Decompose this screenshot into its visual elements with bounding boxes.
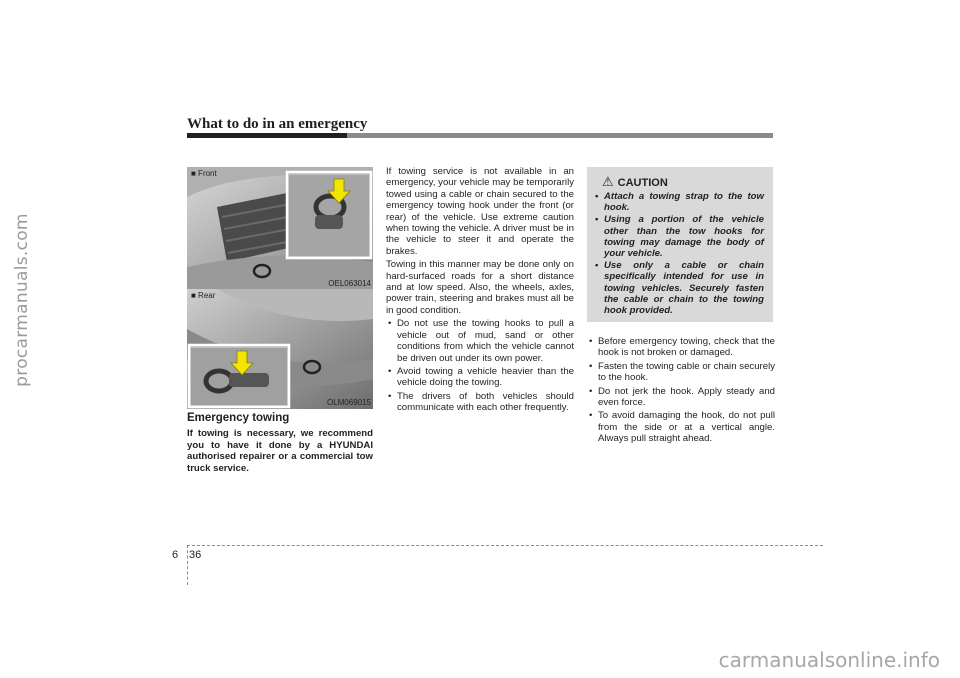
rear-hook-photo (187, 289, 373, 409)
towing-instructions (386, 166, 574, 416)
figure-code-rear: OLM069015 (326, 398, 371, 407)
section-intro: If towing is necessary, we recommend you to have it done by a HYUNDAI authorised repairer or a commercial tow truck service. (187, 428, 373, 474)
list-item: • The drivers of both vehicles should communicate with each other frequently. (386, 391, 574, 414)
list-item: • Attach a towing strap to the tow hook. (594, 191, 764, 213)
list-item: • Before emergency towing, check that the hook is not broken or damaged. (587, 336, 775, 359)
page-number: 36 (189, 549, 202, 561)
watermark-side: procarmanuals.com (12, 213, 32, 387)
list-item: • Do not jerk the hook. Apply steady and even force. (587, 386, 775, 409)
hook-checks (587, 336, 775, 447)
caution-title (602, 174, 668, 190)
list-item: • Avoid towing a vehicle heavier than the vehicle doing the towing. (386, 366, 574, 389)
list-item: • Fasten the towing cable or chain securely to the hook. (587, 361, 775, 384)
list-item: • To avoid damaging the hook, do not pull from the side or at a vertical angle. Always pull straight ahead. (587, 410, 775, 444)
figure-label-front: ■ Front (191, 169, 217, 178)
footer-divider (187, 545, 188, 585)
caution-box (587, 167, 773, 322)
section-heading: Emergency towing (187, 412, 290, 424)
warning-triangle-icon: ⚠ (602, 174, 614, 189)
caution-title-text: CAUTION (617, 177, 668, 189)
paragraph-2: Towing in this manner may be done only on hard-surfaced roads for a short distance and at low speed. Also, the wheels, axles, power train, steering and brakes must all be in good condition. (386, 259, 574, 316)
emergency-towing-section (187, 412, 373, 474)
paragraph-1: If towing service is not available in an emergency, your vehicle may be temporarily towed using a cable or chain secured to the emergency towing hook under the front (or rear) of the vehicle. Use extreme caution when towing the vehicle. A driver must be in the vehicle to steer it and operate the brakes. (386, 166, 574, 257)
towing-bullets (386, 318, 574, 413)
list-item: • Using a portion of the vehicle other than the tow hooks for towing may damage the body of your vehicle. (594, 214, 764, 259)
list-item: • Use only a cable or chain specifically intended for use in towing vehicles. Securely fasten the cable or chain to the towing hook provided. (594, 260, 764, 316)
figure-label-rear: ■ Rear (191, 291, 216, 300)
front-hook-photo (187, 167, 373, 290)
footer-rule (187, 545, 823, 546)
list-item: • Do not use the towing hooks to pull a vehicle out of mud, sand or other conditions from which the vehicle cannot be driven out under its own power. (386, 318, 574, 364)
section-header: What to do in an emergency (187, 116, 368, 132)
hook-check-bullets (587, 336, 775, 445)
figure-code-front: OEL063014 (328, 279, 371, 288)
header-rule (187, 133, 773, 138)
watermark-bottom: carmanualsonline.info (718, 648, 940, 672)
caution-list (594, 191, 764, 317)
chapter-number: 6 (172, 549, 179, 561)
